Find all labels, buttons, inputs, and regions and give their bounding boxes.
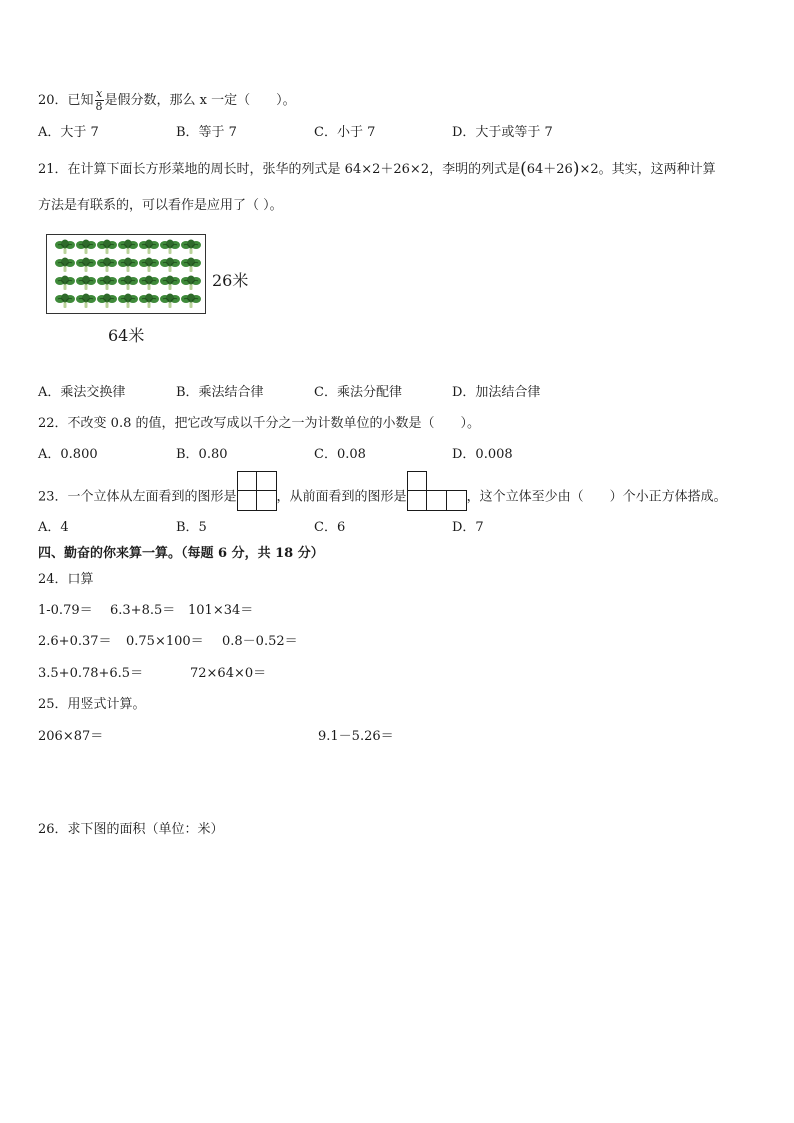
- vegetable-plant-icon: [55, 239, 75, 255]
- field-width-label: 26米: [212, 271, 249, 290]
- q24-r2-item1: 2.6+0.37＝: [38, 634, 112, 649]
- left-view-cell: [237, 471, 257, 491]
- q20-frac-den: 8: [95, 100, 103, 113]
- vegetable-plant-icon: [76, 293, 96, 309]
- q21-line1-a: 21．在计算下面长方形菜地的周长时，张华的列式是 64×2＋26×2，李明的列式是: [38, 162, 521, 177]
- q23-option-a[interactable]: A．4: [38, 520, 69, 535]
- q20-option-d[interactable]: D．大于或等于 7: [452, 125, 553, 140]
- vegetable-plant-icon: [139, 257, 159, 273]
- q23-stem: [38, 483, 727, 511]
- vegetable-plant-icon: [118, 293, 138, 309]
- vegetable-plant-icon: [160, 275, 180, 291]
- vegetable-plant-icon: [118, 275, 138, 291]
- vegetable-plant-icon: [181, 275, 201, 291]
- q22-option-b[interactable]: B．0.80: [176, 447, 228, 462]
- vegetable-plant-icon: [118, 257, 138, 273]
- vegetable-plant-icon: [76, 275, 96, 291]
- section4-title: 四、勤奋的你来算一算。（每题 6 分，共 18 分）: [38, 546, 324, 561]
- front-view-cell: [426, 490, 447, 511]
- vegetable-plant-icon: [139, 293, 159, 309]
- vegetable-plant-icon: [118, 239, 138, 255]
- front-view-cell: [446, 490, 467, 511]
- q24-r1-item3: 101×34＝: [188, 603, 254, 618]
- q23-part2: ，从前面看到的图形是: [276, 489, 407, 505]
- q20-frac-num: x: [95, 87, 103, 100]
- q20-suffix: 是假分数，那么 x 一定（ ）。: [104, 93, 296, 108]
- q20-option-c[interactable]: C．小于 7: [314, 125, 376, 140]
- q21-option-c[interactable]: C．乘法分配律: [314, 385, 402, 400]
- q20-option-a[interactable]: A．大于 7: [38, 125, 99, 140]
- q22-option-d[interactable]: D．0.008: [452, 447, 513, 462]
- vegetable-plant-icon: [160, 239, 180, 255]
- vegetable-plant-icon: [160, 293, 180, 309]
- vegetable-plant-icon: [55, 275, 75, 291]
- q21-option-a[interactable]: A．乘法交换律: [38, 385, 126, 400]
- q20-option-b[interactable]: B．等于 7: [176, 125, 237, 140]
- q24-title: 24．口算: [38, 572, 94, 587]
- q21-paren-left: (: [520, 159, 527, 179]
- front-view-figure: [407, 471, 467, 511]
- q26-title: 26．求下图的面积（单位：米）: [38, 822, 224, 837]
- field-length-label: 64米: [108, 326, 145, 345]
- left-view-figure: [237, 471, 277, 511]
- vegetable-plant-icon: [76, 257, 96, 273]
- q24-r3-item2: 72×64×0＝: [190, 666, 267, 681]
- left-view-cell: [256, 471, 277, 491]
- front-view-cell: [407, 490, 427, 511]
- q22-stem: 22．不改变 0.8 的值，把它改写成以千分之一为计数单位的小数是（ ）。: [38, 416, 480, 431]
- vegetable-plant-icon: [181, 239, 201, 255]
- vegetable-plant-icon: [55, 293, 75, 309]
- vegetable-plant-icon: [139, 275, 159, 291]
- q21-line1-b: ×2。其实，这两种计算: [579, 162, 716, 177]
- vegetable-plant-icon: [97, 239, 117, 255]
- q20-prefix: 20．已知: [38, 93, 94, 108]
- q24-r2-item3: 0.8－0.52＝: [222, 634, 298, 649]
- vegetable-plant-icon: [160, 257, 180, 273]
- q25-item1: 206×87＝: [38, 729, 104, 744]
- q21-stem-line1: [38, 160, 716, 179]
- front-view-cell: [407, 471, 427, 491]
- q23-option-b[interactable]: B．5: [176, 520, 207, 535]
- vegetable-plant-icon: [55, 257, 75, 273]
- q24-r1-item2: 6.3+8.5＝: [110, 603, 176, 618]
- q20-stem: [38, 88, 296, 113]
- vegetable-plant-icon: [97, 293, 117, 309]
- vegetable-plant-icon: [181, 257, 201, 273]
- q21-option-d[interactable]: D．加法结合律: [452, 385, 541, 400]
- q23-part1: 23．一个立体从左面看到的图形是: [38, 489, 237, 505]
- q24-r1-item1: 1-0.79＝: [38, 603, 93, 618]
- q24-r3-item1: 3.5+0.78+6.5＝: [38, 666, 144, 681]
- q21-option-b[interactable]: B．乘法结合律: [176, 385, 264, 400]
- q20-fraction: [95, 88, 104, 113]
- vegetable-plant-icon: [139, 239, 159, 255]
- vegetable-plant-icon: [181, 293, 201, 309]
- q23-part3: ，这个立体至少由（ ）个小正方体搭成。: [466, 489, 727, 505]
- q21-stem-line2: 方法是有联系的，可以看作是应用了（ ）。: [38, 198, 283, 213]
- q25-title: 25．用竖式计算。: [38, 697, 146, 712]
- q23-option-d[interactable]: D．7: [452, 520, 484, 535]
- q22-option-a[interactable]: A．0.800: [38, 447, 98, 462]
- vegetable-plant-icon: [76, 239, 96, 255]
- q25-item2: 9.1－5.26＝: [318, 729, 394, 744]
- q21-paren-right: ): [572, 159, 580, 179]
- q22-option-c[interactable]: C．0.08: [314, 447, 366, 462]
- vegetable-field-rectangle: [46, 234, 206, 314]
- vegetable-plant-icon: [97, 275, 117, 291]
- vegetable-plant-icon: [97, 257, 117, 273]
- left-view-cell: [237, 490, 257, 511]
- q21-line1-inner: 64＋26: [526, 162, 573, 177]
- q23-option-c[interactable]: C．6: [314, 520, 346, 535]
- q24-r2-item2: 0.75×100＝: [126, 634, 204, 649]
- left-view-cell: [256, 490, 277, 511]
